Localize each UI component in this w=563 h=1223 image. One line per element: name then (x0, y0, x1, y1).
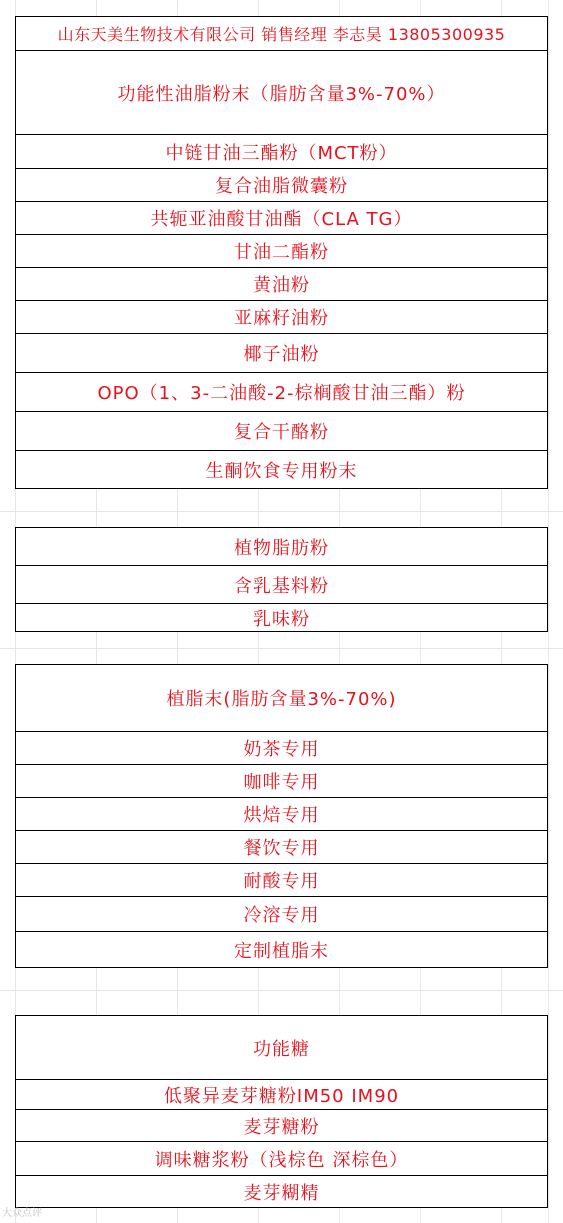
grid-line (0, 511, 563, 512)
list-item: 共轭亚油酸甘油酯（CLA TG） (16, 202, 547, 235)
list-item: 甘油二酯粉 (16, 235, 547, 268)
list-item: 复合油脂微囊粉 (16, 169, 547, 202)
list-item: 生酮饮食专用粉末 (205, 460, 358, 482)
list-item: 咖啡专用 (16, 765, 547, 798)
list-item: 低聚异麦芽糖粉IM50 IM90 (16, 1080, 547, 1110)
grid-line (0, 648, 563, 649)
list-item: 餐饮专用 (16, 831, 547, 864)
list-item: 中链甘油三酯粉（MCT粉） (16, 135, 547, 169)
section-functional-fat-powders (15, 50, 548, 489)
list-item: 冷溶专用 (16, 897, 547, 932)
list-item: 含乳基料粉 (16, 566, 547, 604)
list-item: 烘焙专用 (16, 798, 547, 831)
list-item: 定制植脂末 (234, 940, 329, 962)
list-item: 黄油粉 (16, 268, 547, 301)
grid-line (0, 990, 563, 991)
list-item: 椰子油粉 (16, 334, 547, 373)
watermark: 大众点评 (2, 1208, 42, 1219)
section-non-dairy-creamer (15, 664, 548, 968)
list-item: 复合干酪粉 (16, 412, 547, 451)
grid-line (548, 0, 549, 1223)
list-item: 麦芽糊精 (243, 1182, 320, 1204)
section-functional-sugar (15, 1015, 548, 1208)
list-item: 耐酸专用 (16, 864, 547, 897)
section-title: 功能性油脂粉末（脂肪含量3%-70%） (16, 51, 547, 135)
header-block (15, 16, 548, 51)
section-title: 功能糖 (16, 1016, 547, 1080)
list-item: 亚麻籽油粉 (16, 301, 547, 334)
list-item: 乳味粉 (253, 608, 310, 630)
section-title: 植物脂肪粉 (16, 528, 547, 566)
list-item: OPO（1、3-二油酸-2-棕榈酸甘油三酯）粉 (16, 373, 547, 412)
section-title: 植脂末(脂肪含量3%-70%) (16, 665, 547, 732)
list-item: 奶茶专用 (16, 732, 547, 765)
company-header: 山东天美生物技术有限公司 销售经理 李志昊 13805300935 (57, 25, 506, 44)
list-item: 麦芽糖粉 (16, 1110, 547, 1142)
section-vegetable-fat-powder (15, 527, 548, 632)
list-item: 调味糖浆粉（浅棕色 深棕色） (16, 1142, 547, 1176)
